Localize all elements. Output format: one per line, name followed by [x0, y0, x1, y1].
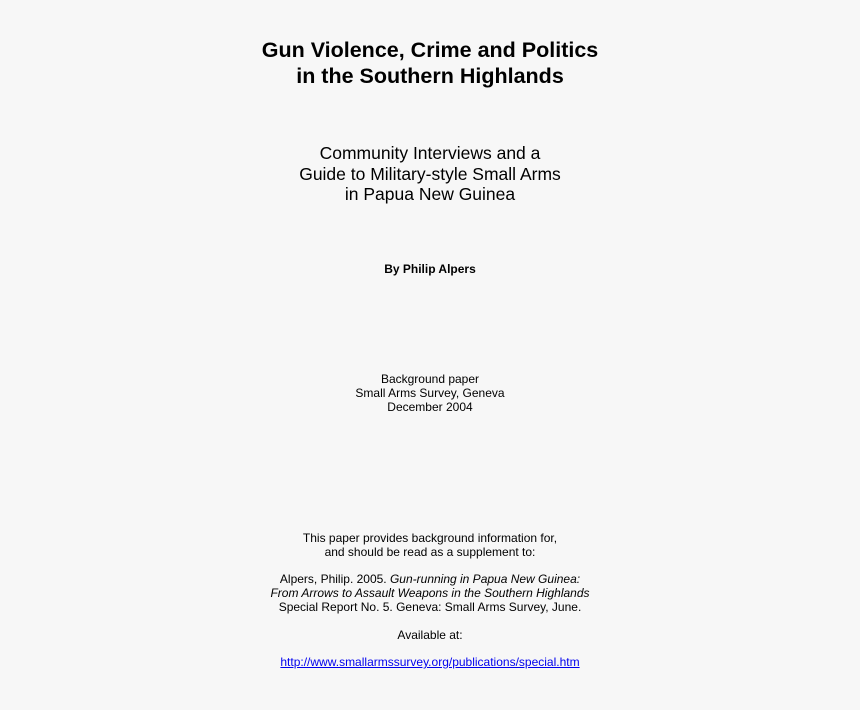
background-line-2: Small Arms Survey, Geneva [355, 386, 505, 400]
citation-line-2 [0, 586, 860, 600]
citation-line-3: Special Report No. 5. Geneva: Small Arms Survey, June. [278, 600, 582, 614]
available-at [0, 628, 860, 642]
citation-prefix: Alpers, Philip. 2005. [279, 572, 390, 586]
citation-title-part-2: From Arrows to Assault Weapons in the Southern Highlands [270, 586, 590, 600]
citation-line-1 [0, 572, 860, 586]
subtitle-line-1: Community Interviews and a [319, 143, 541, 163]
supplement-line-2: and should be read as a supplement to: [324, 545, 536, 559]
url-block [0, 655, 860, 669]
available-label: Available at: [397, 628, 463, 642]
subtitle-line-2: Guide to Military-style Small Arms [299, 163, 561, 184]
citation [0, 572, 860, 614]
supplement-line-1: This paper provides background information for, [302, 531, 558, 545]
background-line-1: Background paper [380, 372, 480, 386]
citation-title-part-1: Gun-running in Papua New Guinea: [389, 572, 581, 586]
background-line-3: December 2004 [387, 400, 473, 414]
title-line-1: Gun Violence, Crime and Politics [261, 38, 599, 62]
author-byline [0, 262, 860, 277]
supplement-note [0, 531, 860, 559]
document-subtitle [0, 143, 860, 205]
subtitle-line-3: in Papua New Guinea [344, 184, 516, 204]
title-line-2: in the Southern Highlands [296, 64, 564, 88]
document-title [0, 37, 860, 89]
publication-link[interactable]: http://www.smallarmssurvey.org/publications/special.htm [280, 655, 580, 669]
author-name: By Philip Alpers [384, 262, 476, 276]
background-info [0, 372, 860, 414]
